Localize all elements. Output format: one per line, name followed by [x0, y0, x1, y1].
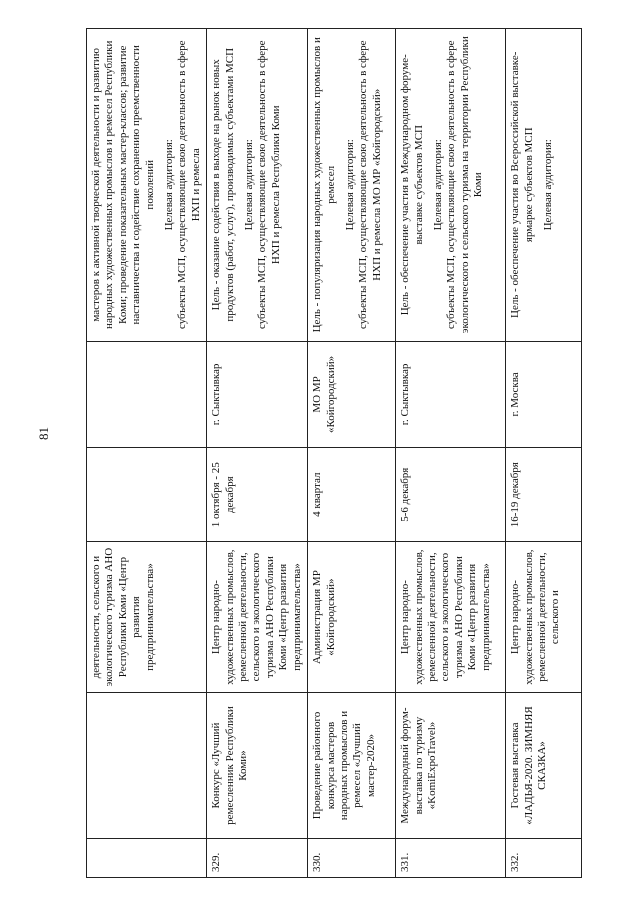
audience-text: субъекты МСП, осуществляющие свою деятельность в сфере НХП и ремесла МО МР «Койгородский» — [357, 40, 383, 330]
row-number: 332. — [506, 838, 582, 877]
audience-label: Целевая аудитория: — [541, 139, 554, 231]
organizer: Центр народно-художественных промыслов, ремесленной деятельности, сельского и — [506, 542, 582, 693]
organizer: Центр народно-художественных промыслов, ремесленной деятельности, сельского и экологического туризма АНО Республики Коми «Центр развития предпринимательства» — [396, 542, 506, 693]
event-name: Конкурс «Лучший ремесленник Республики Коми» — [207, 693, 308, 839]
goal-text: Цель - обеспечение участия во Всероссийской выставке-ярмарке субъектов МСП — [509, 51, 535, 318]
table-row — [207, 29, 308, 878]
event-place: МО МР «Койгородский» — [308, 341, 396, 448]
audience-label: Целевая аудитория: — [243, 139, 256, 231]
event-name: Международный форум-выставка по туризму «KomiExpoTravel» — [396, 693, 506, 839]
audience-label: Целевая аудитория: — [163, 139, 176, 231]
table-row — [308, 29, 396, 878]
event-name: Гостевая выставка «ЛАДЬЯ-2020. ЗИМНЯЯ СКАЗКА» — [506, 693, 582, 839]
event-date: 16-19 декабря — [506, 448, 582, 542]
audience-text: субъекты МСП, осуществляющие свою деятельность в сфере НХП и ремесла Республики Коми — [256, 40, 282, 330]
table-row — [396, 29, 506, 878]
row-number: 331. — [396, 838, 506, 877]
goal-text: Цель - обеспечение участия в Международном форуме-выставке субъектов МСП — [399, 54, 425, 316]
audience-label: Целевая аудитория: — [431, 139, 444, 231]
event-name: Проведение районного конкурса мастеров народных промыслов и ремесел «Лучший мастер-2020» — [308, 693, 396, 839]
goal-cell — [207, 29, 308, 342]
organizer: Администрация МР «Койгородский» — [308, 542, 396, 693]
event-place — [87, 341, 207, 448]
event-name — [87, 693, 207, 839]
goal-text: мастеров к активной творческой деятельности и развитию народных художественных промыслов и ремесел Республики Коми; проведение показательных мастер-классов; развитие наставничества и содействие сохранению преемственности поколений — [90, 40, 156, 329]
event-place: г. Сыктывкар — [396, 341, 506, 448]
organizer: Центр народно-художественных промыслов, ремесленной деятельности, сельского и экологического туризма АНО Республики Коми «Центр развития предпринимательства» — [207, 542, 308, 693]
goal-cell — [308, 29, 396, 342]
event-date: 5-6 декабря — [396, 448, 506, 542]
audience-text: субъекты МСП, осуществляющие свою деятельность в сфере НХП и ремесла — [176, 40, 202, 330]
event-date: 4 квартал — [308, 448, 396, 542]
event-date: 1 октября - 25 декабря — [207, 448, 308, 542]
goal-cell — [396, 29, 506, 342]
event-place: г. Сыктывкар — [207, 341, 308, 448]
table-row — [87, 29, 207, 878]
table-row — [506, 29, 582, 878]
goal-text: Цель - популяризация народных художественных промыслов и ремесел — [311, 37, 337, 333]
row-number — [87, 838, 207, 877]
audience-text: субъекты МСП, осуществляющие свою деятельность в сфере экологического и сельского туризма на территории Республики Коми — [445, 36, 485, 334]
events-table — [86, 28, 582, 878]
event-place: г. Москва — [506, 341, 582, 448]
goal-cell — [506, 29, 582, 342]
goal-cell — [87, 29, 207, 342]
organizer: деятельности, сельского и экологического туризма АНО Республики Коми «Центр развития предпринимательства» — [87, 542, 207, 693]
row-number: 330. — [308, 838, 396, 877]
page-number: 81 — [36, 427, 51, 440]
rotated-table-container — [86, 28, 562, 878]
audience-label: Целевая аудитория: — [343, 139, 356, 231]
goal-text: Цель - оказание содействия в выходе на рынок новых продуктов (работ, услуг), производимых субъектами МСП — [210, 47, 236, 322]
row-number: 329. — [207, 838, 308, 877]
event-date — [87, 448, 207, 542]
